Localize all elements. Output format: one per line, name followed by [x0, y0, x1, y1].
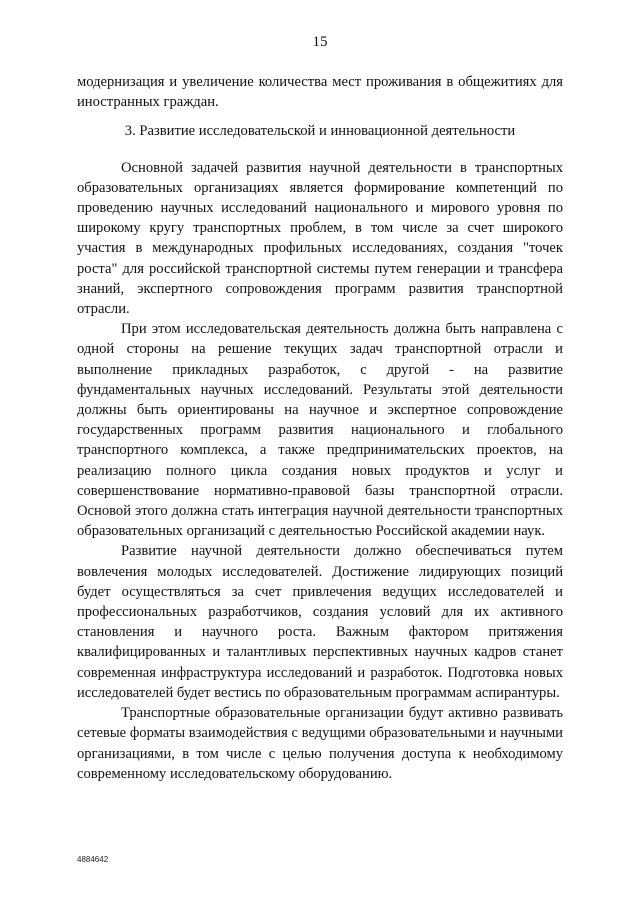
document-code: 4884642 [77, 855, 109, 864]
page-number: 15 [312, 34, 328, 50]
body-text [77, 72, 563, 784]
continued-paragraph: модернизация и увеличение количества мест проживания в общежитиях для иностранных граждан. [77, 74, 563, 111]
paragraph-network-formats: Транспортные образовательные организации будут активно развивать сетевые форматы взаимодействия с ведущими образовательными и научными организациями, в том числе с целью получения доступа к необходимому современному исследовательскому оборудованию. [77, 705, 563, 782]
paragraph-young-researchers: Развитие научной деятельности должно обеспечиваться путем вовлечения молодых исследователей. Достижение лидирующих позиций будет осуществляться за счет привлечения ведущих исследователей и профессиональных разработчиков, создания условий для их активного становления и научного роста. Важным фактором притяжения квалифицированных и талантливых перспективных научных кадров станет современная инфраструктура исследований и разработок. Подготовка новых исследователей будет вестись по образовательным программам аспирантуры. [77, 543, 563, 701]
section-heading: 3. Развитие исследовательской и инновационной деятельности [124, 123, 516, 140]
paragraph-research-direction: При этом исследовательская деятельность должна быть направлена с одной стороны на решение текущих задач транспортной отрасли и выполнение прикладных разработок, с другой - на развитие фундаментальных научных исследований. Результаты этой деятельности должны быть ориентированы на научное и экспертное сопровождение государственных программ развития национального и глобального транспортного комплекса, а также предпринимательских проектов, на реализацию полного цикла создания новых продуктов и услуг и совершенствование нормативно-правовой базы транспортной отрасли. Основой этого должна стать интеграция научной деятельности транспортных образовательных организаций с деятельностью Российской академии наук. [77, 321, 563, 540]
paragraph-main-objective: Основной задачей развития научной деятельности в транспортных образовательных организациях является формирование компетенций по проведению научных исследований национального и мирового уровня по широкому кругу транспортных проблем, в том числе за счет широкого участия в международных профильных исследованиях, создания "точек роста" для российской транспортной системы путем генерации и трансфера знаний, экспертного сопровождения программ развития транспортной отрасли. [77, 159, 563, 318]
